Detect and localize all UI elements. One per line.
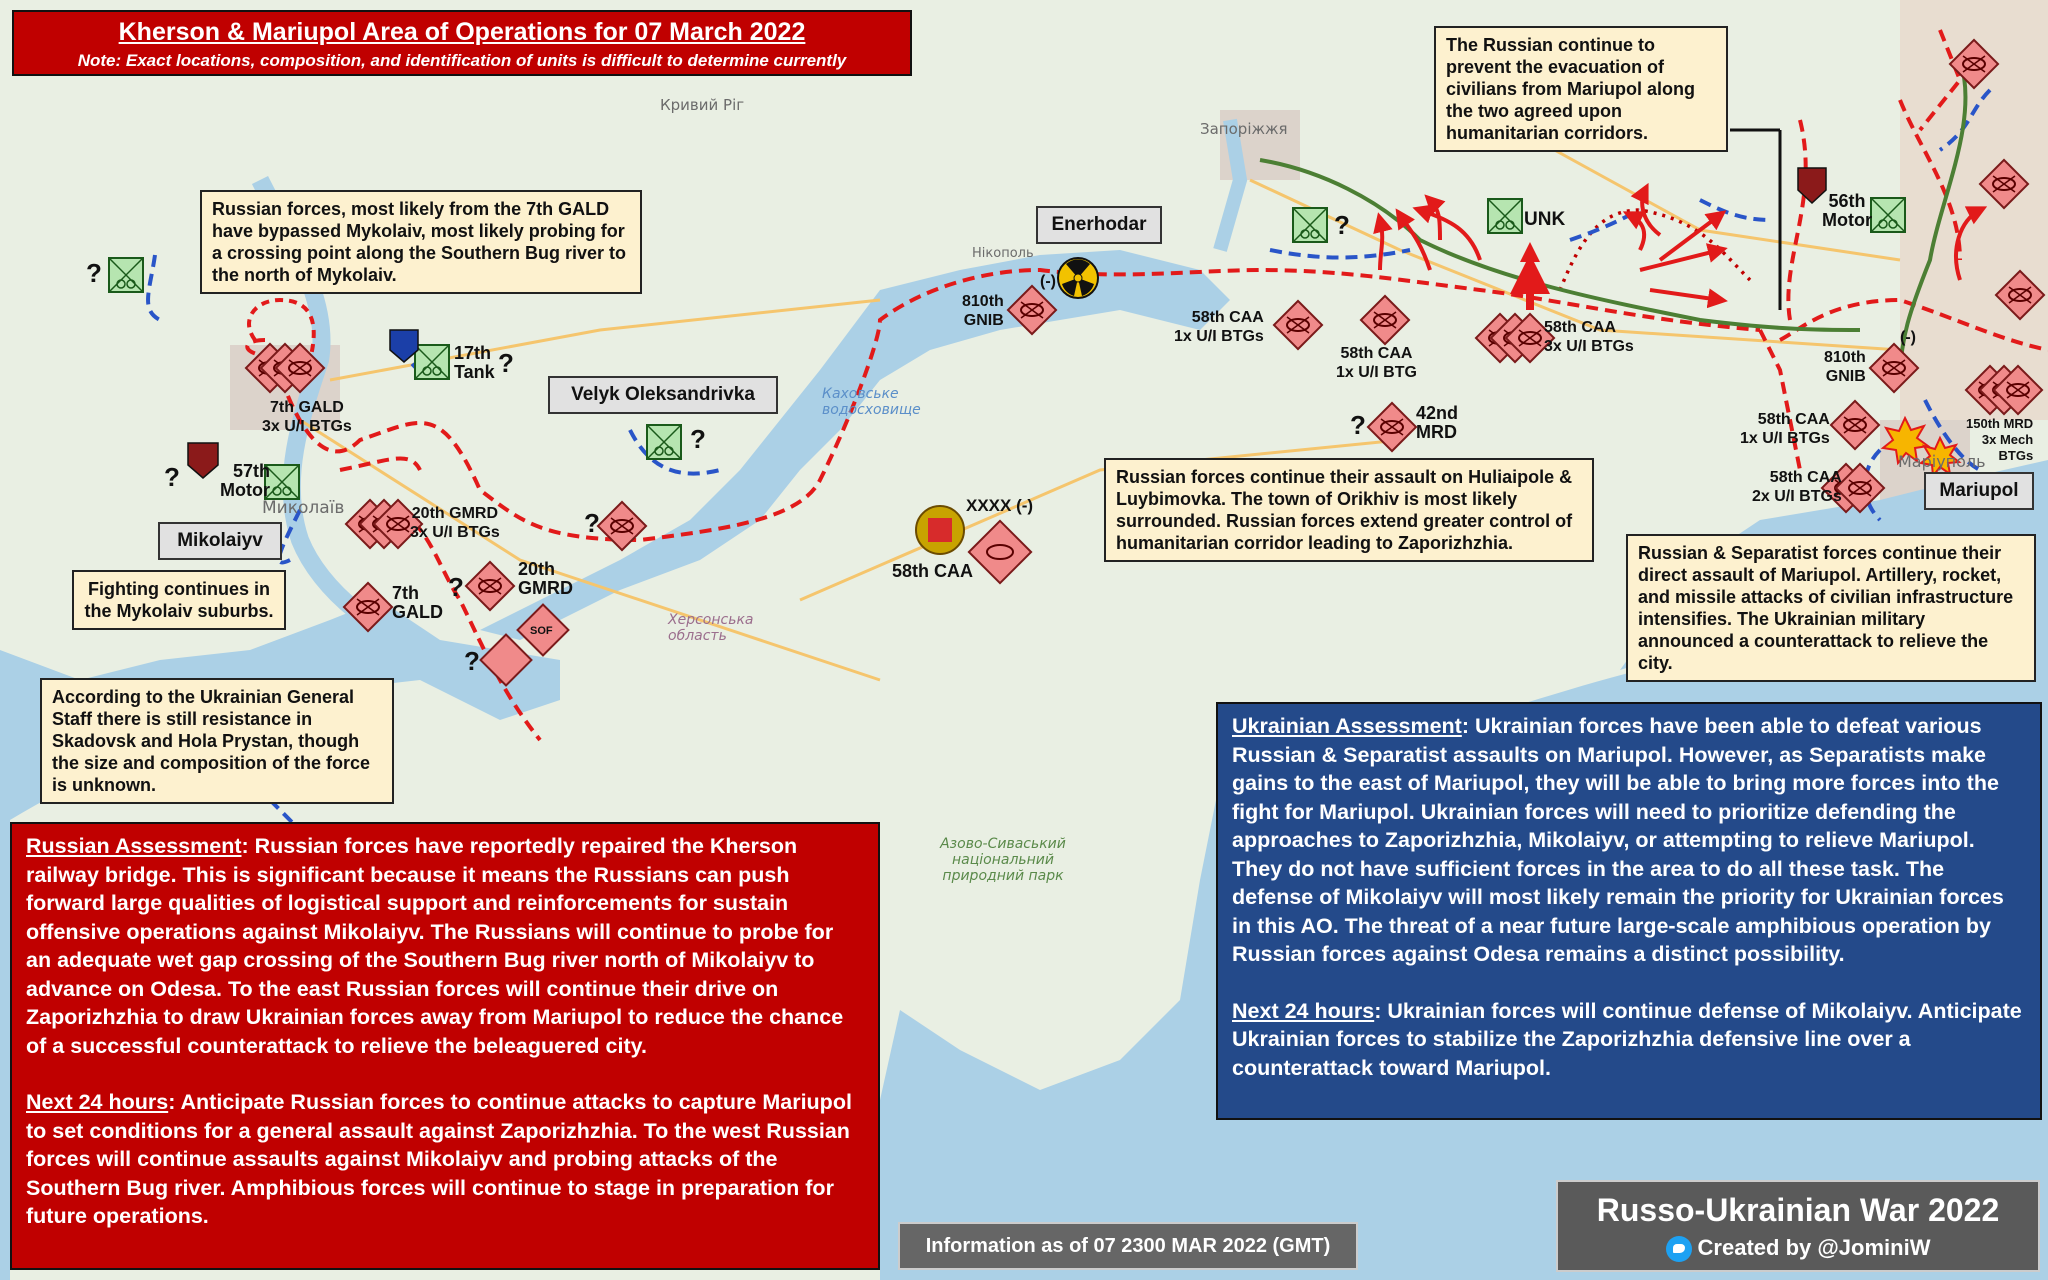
- label-7gald: 7th GALD: [392, 583, 443, 622]
- twitter-icon[interactable]: [1666, 1236, 1692, 1262]
- label-58caa-1a: 58th CAA 1x U/I BTGs: [1174, 309, 1264, 345]
- unit-58caa-hq-emblem: [916, 506, 964, 554]
- label-150mrd: 150th MRD 3x Mech BTGs: [1966, 416, 2034, 463]
- label-7gald-top: 7th GALD 3x U/I BTGs: [262, 399, 352, 435]
- question-mark: ?: [164, 462, 180, 492]
- info-timestamp: Information as of 07 2300 MAR 2022 (GMT): [898, 1222, 1358, 1270]
- question-mark: ?: [1334, 210, 1350, 240]
- label-17tank: 17th Tank: [454, 343, 495, 382]
- callout-huliaipole: Russian forces continue their assault on Huliaipole & Luybimovka. The town of Orikhiv is most likely surrounded. Russian forces extend greater control of humanitarian corridor leading to Zaporizhzhia.: [1104, 458, 1594, 562]
- question-mark: ?: [86, 258, 102, 288]
- brand-box: [1556, 1180, 2040, 1272]
- ukrainian-assessment-body: : Ukrainian forces have been able to defeat various Russian & Separatist assaults on Mariupol. However, as Separatists make gains to the east of Mariupol, they will be able to bring more forces into the fight for Mariupol. Ukrainian forces will need to prioritize defending the approaches to Zaporizhzhia, Mikolaiyv, or attempting to relieve Mariupol. They do not have sufficient forces in the area to do all these task. The defense of Mikolaiyv will most likely remain the priority for Ukrainian forces in this AO. The threat of a near future large-scale amphibious operation by Russian forces against Odesa remains a distinct possibility.: [1232, 714, 2004, 966]
- label-810gnib-west: 810th GNIB: [962, 293, 1004, 329]
- callout-ukr-general-staff: According to the Ukrainian General Staff there is still resistance in Skadovsk and Hola Prystan, though the size and composition of the force is unknown.: [40, 678, 394, 804]
- unit-ua-velyk[interactable]: [647, 425, 681, 459]
- label-sof: SOF: [530, 625, 553, 637]
- russian-next24-body: : Anticipate Russian forces to continue attacks to capture Mariupol to set conditions for a general assault against Zaporizhzhia. To the west Russian forces will continue assaults against Mikolaiyv and probing attacks of the Southern Bug river. Amphibious forces will continue to stage in preparation for future operations.: [26, 1090, 852, 1228]
- place-nikopol: Нікополь: [972, 246, 1034, 261]
- place-kherson-oblast: Херсонська область: [668, 612, 754, 644]
- nuclear-icon: [1058, 258, 1098, 298]
- question-mark: ?: [498, 348, 514, 378]
- unit-ua-17tank[interactable]: [415, 345, 449, 379]
- unit-ua-unk[interactable]: [1488, 199, 1522, 233]
- placebox-mikolaiyv: Mikolaiyv: [158, 522, 282, 560]
- label-58caa-1c: 58th CAA 1x U/I BTGs: [1740, 411, 1830, 447]
- label-58caa-1b: 58th CAA 1x U/I BTG: [1336, 345, 1417, 381]
- label-20gmrd: 20th GMRD: [518, 559, 573, 598]
- question-mark: ?: [464, 646, 480, 676]
- brand-credit[interactable]: Created by @JominiW: [1697, 1235, 1931, 1260]
- label-20gmrd-btg: 20th GMRD 3x U/I BTGs: [410, 505, 500, 541]
- place-mariupol-map: Маріуполь: [1898, 452, 1986, 471]
- brand-title: Russo-Ukrainian War 2022: [1596, 1192, 2000, 1228]
- ukrainian-next24-heading: Next 24 hours: [1232, 998, 1375, 1023]
- placebox-mariupol: Mariupol: [1924, 472, 2034, 510]
- brand-credit-row: [1558, 1235, 2038, 1262]
- place-mykolaiv-map: Миколаїв: [262, 498, 345, 518]
- label-57motor: 57th Motor: [220, 461, 270, 500]
- callout-mykolaiv-suburbs: Fighting continues in the Mykolaiv suburbs.: [72, 570, 286, 630]
- label-58caa-2: 58th CAA 2x U/I BTGs: [1752, 469, 1842, 505]
- ukrainian-assessment-heading: Ukrainian Assessment: [1232, 714, 1462, 738]
- callout-mykolaiv-bypass: Russian forces, most likely from the 7th GALD have bypassed Mykolaiv, most likely probing for a crossing point along the Southern Bug river to the north of Mykolaiv.: [200, 190, 642, 294]
- question-mark: ?: [448, 572, 464, 602]
- label-58caa-3: 58th CAA 3x U/I BTGs: [1544, 319, 1634, 355]
- label-unk: UNK: [1524, 209, 1566, 230]
- unit-ua-north-west[interactable]: [109, 258, 143, 292]
- callout-mariupol-assault: Russian & Separatist forces continue their direct assault of Mariupol. Artillery, rocket, and missile attacks of civilian infrastructure intensifies. The Ukrainian military announced a counterattack to relieve the city.: [1626, 534, 2036, 682]
- place-kakhovske: Каховське водосховище: [822, 386, 921, 418]
- placebox-velyk: Velyk Oleksandrivka: [548, 376, 778, 414]
- title-note: Note: Exact locations, composition, and identification of units is difficult to determine currently: [77, 51, 847, 70]
- label-army-echelon: XXXX (-): [966, 496, 1034, 515]
- label-minus-east: (-): [1900, 329, 1916, 346]
- place-azov-park: Азово-Сиваський національний природний парк: [940, 836, 1066, 884]
- unit-ua-zaporizhzhia[interactable]: [1293, 208, 1327, 242]
- placebox-enerhodar: Enerhodar: [1036, 206, 1162, 244]
- question-mark: ?: [584, 508, 600, 538]
- unit-ua-57motor[interactable]: [265, 465, 299, 499]
- label-minus-west: (-): [1040, 273, 1056, 290]
- ukrainian-assessment-panel: [1216, 702, 2042, 1120]
- place-kryvyi-rih: Кривий Ріг: [660, 96, 745, 114]
- map-title: [12, 10, 912, 76]
- russian-assessment-panel: [10, 822, 880, 1270]
- unit-ua-56motor[interactable]: [1871, 198, 1905, 232]
- label-810gnib-east: 810th GNIB: [1824, 349, 1866, 385]
- label-56motor: 56th Motor: [1822, 191, 1872, 230]
- russian-assessment-body: : Russian forces have reportedly repaired the Kherson railway bridge. This is significant because it means the Russians can push forward large qualities of logistical support and reinforcements for sustain offensive operations against Mikolaiyv. The Russians will continue to probe for an adequate wet gap crossing of the Southern Bug river north of Mikolaiyv to advance on Odesa. To the east Russian forces will continue their drive on Zaporizhzhia to draw Ukrainian forces away from Mariupol to reduce the chance of a successful counterattack to relieve the beleaguered city.: [26, 834, 844, 1058]
- question-mark: ?: [1350, 410, 1366, 440]
- place-zaporizhzhia: Запоріжжя: [1200, 120, 1288, 138]
- label-58caa-hq: 58th CAA: [892, 561, 974, 581]
- label-42mrd: 42nd MRD: [1416, 403, 1459, 442]
- question-mark: ?: [690, 424, 706, 454]
- russian-assessment-heading: Russian Assessment: [26, 834, 242, 858]
- russian-next24-heading: Next 24 hours: [26, 1090, 169, 1114]
- ukrainian-next24-body: : Ukrainian forces will continue defense of Mikolaiyv. Anticipate Ukrainian forces to stabilize the Zaporizhzhia defensive line over a counterattack toward Mariupol.: [1232, 998, 2022, 1080]
- title-main: Kherson & Mariupol Area of Operations for 07 March 2022: [118, 18, 806, 46]
- callout-mariupol-evacuation: The Russian continue to prevent the evacuation of civilians from Mariupol along the two agreed upon humanitarian corridors.: [1434, 26, 1728, 152]
